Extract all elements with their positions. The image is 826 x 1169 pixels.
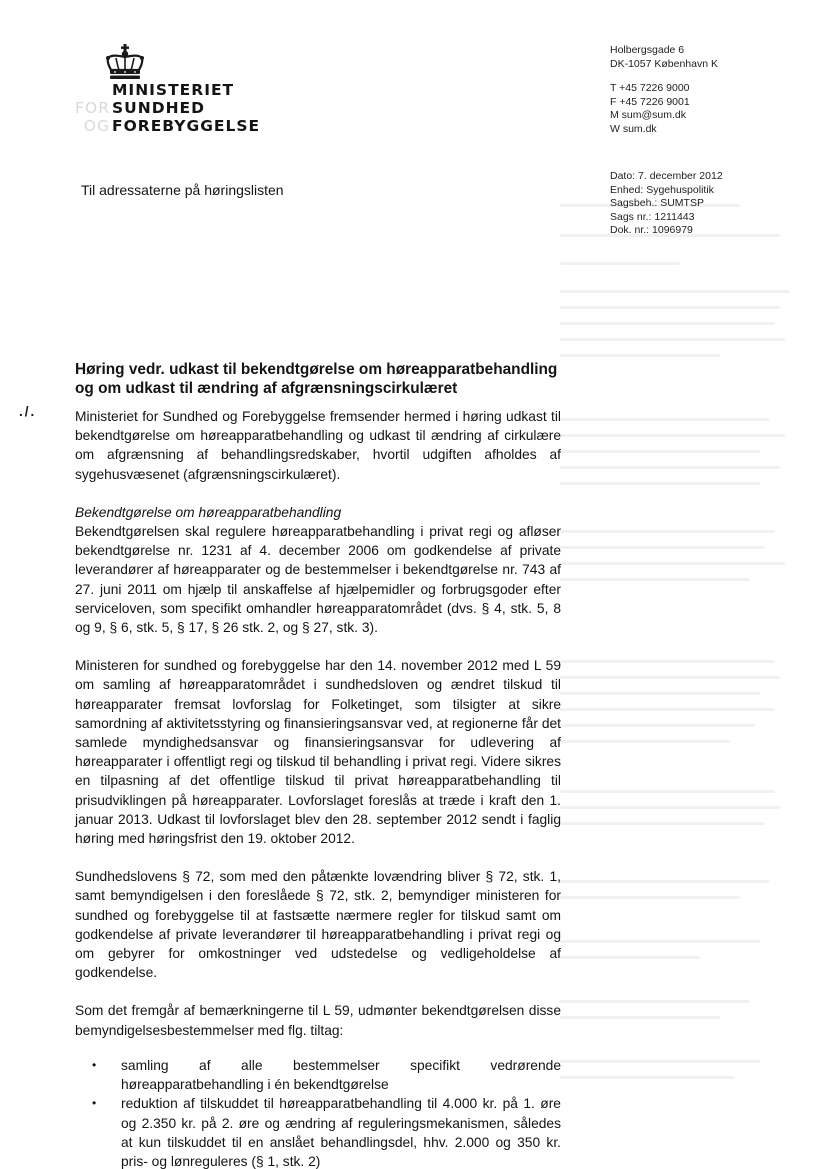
contact-web: W sum.dk [610,122,657,135]
ministry-logo [70,44,270,136]
meta-document-number: Dok. nr.: 1096979 [610,224,693,237]
recipient: Til adressaterne på høringslisten [81,182,284,198]
bullet-icon: • [92,1096,97,1111]
logo-text-forebyggelse [74,117,260,135]
letter-heading: Høring vedr. udkast til bekendtgørelse om høreapparatbehandling og om udkast til ændring af afgrænsningscirkulæret [75,361,558,397]
contact-phone: T +45 7226 9000 [610,82,690,95]
list-item [75,1094,561,1169]
address [610,44,718,71]
logo-connector-og: OG [83,117,110,135]
paragraph-intro: Ministeriet for Sundhed og Forebyggelse fremsender hermed i høring udkast til bekendtgørelse om høreapparatbehandling og udkast til ændring af cirkulære om afgrænsning af behandlingsredskaber, hvortil udgiften afholdes af sygehusvæsenet (afgrænsningscirkulæret). [75,409,561,482]
meta-date: Dato: 7. december 2012 [610,170,723,182]
contact-channels [610,82,718,136]
enclosure-mark: ./. [19,404,37,419]
list-item-text: samling af alle bestemmelser specifikt vedrørende høreapparatbehandling i én bekendtgørelse [121,1057,561,1093]
logo-text-ministeriet: MINISTERIET [112,81,235,99]
paragraph-1: Bekendtgørelsen skal regulere høreapparatbehandling i privat regi og afløser bekendtgørelse nr. 1231 af 4. december 2006 om godkendelse af private leverandører af høreapparater og de bestemmelser i bekendtgørelse nr. 743 af 27. juni 2011 om hjælp til anskaffelse af hjælpemidler og forbrugsgoder efter serviceloven, som specifikt omhandler høreapparatområdet (dvs. § 4, stk. 5, 8 og 9, § 6, stk. 5, § 17, § 26 stk. 2, og § 27, stk. 3). [75,524,561,636]
crown-icon [102,44,148,84]
bullet-icon: • [92,1057,97,1072]
address-street: Holbergsgade 6 [610,44,685,56]
contact-info [610,44,718,148]
paragraph-2: Ministeren for sundhed og forebyggelse har den 14. november 2012 med L 59 om samling af høreapparatområdet i sundhedsloven og ændret tilskud til høreapparater fremsat lovforslag for Folketinget, som tilsigter at sikre samordning af aktivitetsstyring og finansieringsansvar ved, at regionerne får det samlede myndighedsansvar og finansieringsansvar for udlevering af høreapparater i offentligt regi og tilskud til behandling i privat regi. Videre sikres en tilpasning af det offentlige tilskud til privat høreapparatbehandling til prisudviklingen på høreapparater. Lovforslaget foreslås at træde i kraft den 1. januar 2013. Udkast til lovforslaget blev den 28. september 2012 sendt i faglig høring med høringsfrist den 19. oktober 2012. [75,658,561,847]
list-item [75,1056,561,1094]
meta-case-officer: Sagsbeh.: SUMTSP [610,197,704,210]
logo-connector-for: FOR [75,99,110,117]
logo-word-forebyggelse: FOREBYGGELSE [112,117,261,135]
list-item-text: reduktion af tilskuddet til høreapparatbehandling til 4.000 kr. på 1. øre og 2.350 kr. på 2. øre og ændring af reguleringsmekanismen, således at kun tilskuddet til en anslået behandlingsdel, hhv. 2.000 og 350 kr. pris- og lønreguleres (§ 1, stk. 2) [121,1096,561,1169]
paragraph-3: Sundhedslovens § 72, som med den påtænkte lovændring bliver § 72, stk. 1, samt bemyndigelsen i den foreslåede § 72, stk. 2, bemyndiger ministeren for sundhed og forebyggelse til at fastsætte nærmere regler for tilskud samt om godkendelse af private leverandører til høreapparatbehandling i privat regi og om gebyrer for omkostninger ved udstedelse og vedligeholdelse af godkendelse. [75,869,561,981]
contact-email: M sum@sum.dk [610,109,687,122]
paragraph-4: Som det fremgår af bemærkningerne til L 59, udmønter bekendtgørelsen disse bemyndigelsesbestemmelser med flg. tiltag: [75,1003,561,1038]
logo-text-sundhed [74,99,205,117]
meta-unit: Enhed: Sygehuspolitik [610,183,714,196]
address-city: DK-1057 København K [610,57,718,70]
document-meta [610,170,723,238]
letter-body [75,360,561,1169]
meta-case-number: Sags nr.: 1211443 [610,210,695,223]
section-subheading: Bekendtgørelse om høreapparatbehandling [75,504,342,520]
logo-word-sundhed: SUNDHED [112,99,206,117]
measures-list [75,1056,561,1169]
contact-fax: F +45 7226 9001 [610,95,690,108]
